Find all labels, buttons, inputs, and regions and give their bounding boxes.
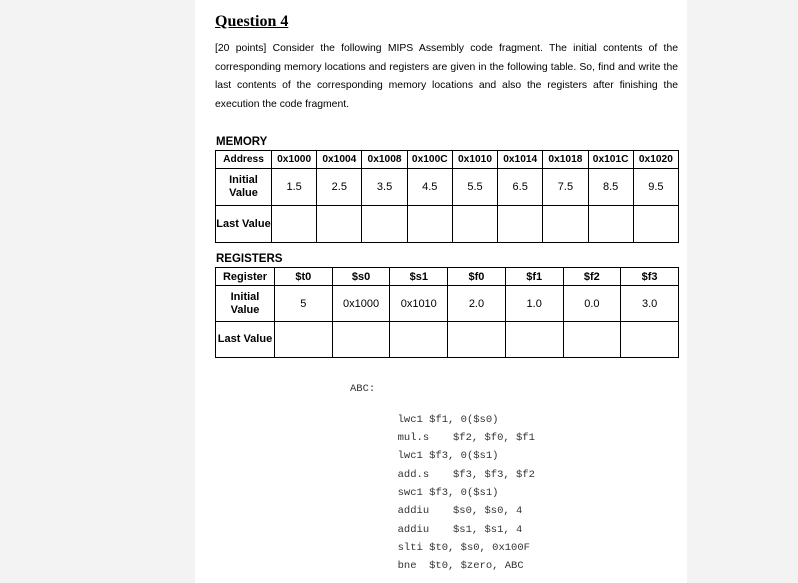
registers-table <box>215 267 679 358</box>
code-args: $f1, 0($s0) <box>429 414 499 426</box>
code-args: $f3, 0($s1) <box>429 487 499 499</box>
memory-last-row <box>216 206 679 243</box>
code-op: lwc1 <box>397 450 423 462</box>
register-initial-value: 2.0 <box>448 286 506 322</box>
memory-address: 0x1014 <box>498 151 543 169</box>
code-args: $f3, $f3, $f2 <box>453 469 535 481</box>
memory-last-value-cell <box>407 206 452 243</box>
register-last-value-cell <box>563 322 621 358</box>
memory-address: 0x100C <box>407 151 452 169</box>
registers-section-label: REGISTERS <box>216 253 283 265</box>
memory-last-value-cell <box>362 206 407 243</box>
code-args: $f3, 0($s1) <box>429 450 499 462</box>
memory-last-value-cell <box>272 206 317 243</box>
memory-initial-value: 6.5 <box>498 169 543 206</box>
code-op: bne <box>397 560 417 572</box>
memory-initial-value: 9.5 <box>633 169 678 206</box>
register-last-value-cell <box>621 322 679 358</box>
code-op: mul.s <box>397 432 430 444</box>
memory-section-label: MEMORY <box>216 136 268 148</box>
memory-initial-value: 2.5 <box>317 169 362 206</box>
memory-last-value-cell <box>452 206 497 243</box>
registers-initial-row <box>216 286 679 322</box>
question-prompt: [20 points] Consider the following MIPS Assembly code fragment. The initial contents of the corresponding memory locations and registers are given in the following table. So, find and write the last contents of the corresponding memory locations and also the registers after finishing the execution the code fragment. <box>215 43 678 110</box>
memory-table <box>215 150 679 243</box>
memory-address: 0x1010 <box>452 151 497 169</box>
register-name: $s0 <box>332 268 390 286</box>
register-initial-value: 3.0 <box>621 286 679 322</box>
registers-initial-label: Initial Value <box>216 286 275 322</box>
memory-address: 0x1018 <box>543 151 588 169</box>
register-last-value-cell <box>332 322 390 358</box>
code-op: swc1 <box>397 487 423 499</box>
register-last-value-cell <box>448 322 506 358</box>
memory-initial-value: 3.5 <box>362 169 407 206</box>
registers-last-label: Last Value <box>216 322 275 358</box>
register-last-value-cell <box>505 322 563 358</box>
memory-initial-value: 1.5 <box>272 169 317 206</box>
code-args: $t0, $zero, ABC <box>429 560 524 572</box>
code-line <box>385 548 524 572</box>
register-name: $s1 <box>390 268 448 286</box>
memory-header-label: Address <box>216 151 272 169</box>
memory-initial-value: 7.5 <box>543 169 588 206</box>
code-args: $s1, $s1, 4 <box>453 524 523 536</box>
registers-last-row <box>216 322 679 358</box>
register-initial-value: 5 <box>275 286 333 322</box>
memory-address: 0x1020 <box>633 151 678 169</box>
memory-initial-value: 5.5 <box>452 169 497 206</box>
register-last-value-cell <box>390 322 448 358</box>
code-args: $f2, $f0, $f1 <box>453 432 535 444</box>
register-name: $t0 <box>275 268 333 286</box>
registers-header-row <box>216 268 679 286</box>
register-name: $f2 <box>563 268 621 286</box>
memory-initial-label: Initial Value <box>216 169 272 206</box>
memory-header-row <box>216 151 679 169</box>
memory-initial-value: 8.5 <box>588 169 633 206</box>
register-initial-value: 0x1000 <box>332 286 390 322</box>
memory-last-value-cell <box>633 206 678 243</box>
code-op: addiu <box>397 505 430 517</box>
code-args: $t0, $s0, 0x100F <box>429 542 530 554</box>
register-last-value-cell <box>275 322 333 358</box>
memory-initial-value: 4.5 <box>407 169 452 206</box>
register-name: $f1 <box>505 268 563 286</box>
code-op: add.s <box>397 469 430 481</box>
register-initial-value: 0.0 <box>563 286 621 322</box>
memory-address: 0x101C <box>588 151 633 169</box>
register-name: $f3 <box>621 268 679 286</box>
register-initial-value: 1.0 <box>505 286 563 322</box>
memory-last-value-cell <box>588 206 633 243</box>
code-op: lwc1 <box>397 414 423 426</box>
registers-header-label: Register <box>216 268 275 286</box>
code-op: slti <box>397 542 423 554</box>
memory-last-label: Last Value <box>216 206 272 243</box>
memory-address: 0x1008 <box>362 151 407 169</box>
register-name: $f0 <box>448 268 506 286</box>
code-op: addiu <box>397 524 430 536</box>
memory-initial-row <box>216 169 679 206</box>
memory-last-value-cell <box>317 206 362 243</box>
memory-last-value-cell <box>498 206 543 243</box>
code-label: ABC: <box>350 383 376 395</box>
memory-last-value-cell <box>543 206 588 243</box>
question-title: Question 4 <box>215 13 289 30</box>
register-initial-value: 0x1010 <box>390 286 448 322</box>
code-args: $s0, $s0, 4 <box>453 505 523 517</box>
memory-address: 0x1000 <box>272 151 317 169</box>
memory-address: 0x1004 <box>317 151 362 169</box>
